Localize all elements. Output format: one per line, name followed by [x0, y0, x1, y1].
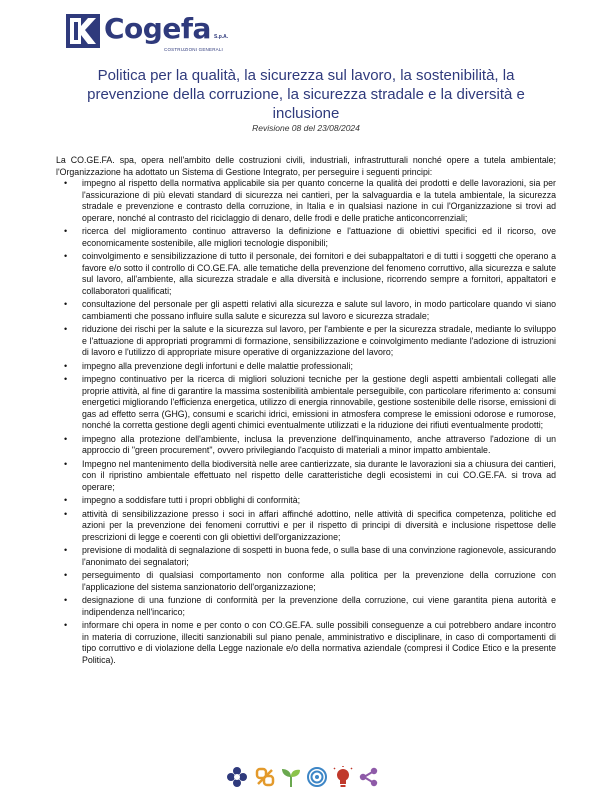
list-item-text: designazione di una funzione di conformità per la prevenzione della corruzione, cui viene garantita piena autorità e indipendenza nell'incarico; [82, 595, 556, 617]
list-item-text: impegno al rispetto della normativa applicabile sia per quanto concerne la qualità dei prodotti e delle lavorazioni, sia per l'assicurazione di più elevati standard di sicurezza nei cantieri, per la salvaguardia e la tutela ambientale, la sicurezza stradale e prevenzione e contrasto della corruzione, in Italia e in qualsiasi nazione in cui l'Organizzazione si trovi ad operare, nonché al contrasto del riciclaggio di denaro, delle frodi e delle pratiche anticoncorrenziali; [82, 178, 556, 223]
bullet-icon: • [64, 433, 68, 444]
quality-flower-icon [226, 766, 248, 788]
list-item [56, 226, 556, 249]
list-item-text: perseguimento di qualsiasi comportamento non conforme alla politica per la prevenzione della corruzione con l'applicazione del sistema sanzionatorio dell'organizzazione; [82, 570, 556, 592]
list-item [56, 459, 556, 494]
bullet-icon: • [64, 570, 68, 580]
list-item-text: informare chi opera in nome e per conto o con CO.GE.FA. sulle possibili conseguenze a cui potrebbero andare incontro in materia di corruzione, illeciti sanzionabili sul piano penale, amministrativo e disciplinare, in caso di comportamenti di tipo corruttivo e di violazione della Legge nazionale e/o della normativa aziendale (compresi il Codice Etico e la presente Politica). [82, 620, 556, 665]
list-item [56, 251, 556, 297]
list-item [56, 570, 556, 593]
policy-body [56, 155, 556, 668]
list-item [56, 595, 556, 618]
list-item [56, 299, 556, 322]
list-item [56, 324, 556, 359]
bullet-icon: • [64, 620, 68, 630]
bullet-icon: • [64, 226, 68, 236]
list-item-text: impegno a soddisfare tutti i propri obblighi di conformità; [82, 495, 301, 505]
list-item-text: riduzione dei rischi per la salute e la sicurezza sul lavoro, per l'ambiente e per la sicurezza stradale, mediante lo sviluppo e l'attuazione di appropriati programmi di formazione, sensibilizzazione e coinvolgimento mediante l'adozione di istruzioni di lavoro e l'utilizzo di appropriate misure operative di organizzazione del lavoro; [82, 324, 556, 357]
bullet-icon: • [64, 595, 68, 605]
list-item [56, 620, 556, 666]
list-item [56, 434, 556, 457]
bullet-icon: • [64, 458, 68, 469]
bullet-icon: • [64, 508, 68, 519]
link-knot-icon [254, 766, 276, 788]
bullet-icon: • [64, 299, 68, 309]
principles-list [56, 178, 556, 666]
list-item [56, 374, 556, 432]
revision-date: Revisione 08 del 23/08/2024 [252, 123, 360, 133]
list-item-text: Impegno nel mantenimento della biodiversità nelle aree cantierizzate, sia durante le lavorazioni sia a chiusura dei cantieri, con il ripristino ambientale effettuato nel rispetto delle caratteristiche degli ecosistemi in cui CO.GE.FA. si trova ad operare; [82, 458, 556, 492]
list-item [56, 361, 556, 373]
bullet-icon: • [64, 495, 68, 505]
list-item-text: previsione di modalità di segnalazione di sospetti in buona fede, o sulla base di una convinzione ragionevole, assicurando l'anonimato dei segnalatori; [82, 545, 556, 567]
list-item-text: ricerca del miglioramento continuo attraverso la definizione e l'attuazione di obiettivi specifici ed il ricorso, ove economicamente sostenibile, alle migliori tecnologie disponibili; [82, 226, 556, 248]
cogefa-logo-icon [66, 14, 100, 48]
list-item-text: impegno alla prevenzione degli infortuni e delle malattie professionali; [82, 360, 353, 371]
list-item-text: impegno continuativo per la ricerca di migliori soluzioni tecniche per la gestione degli aspetti ambientali collegati alle proprie attività, al fine di garantire la massima sostenibilità ambientale perseguibile, con particolare riferimento a: consumi energetici migliorando l'efficienza energetica, utilizzo di energia rinnovabile, gestione sostenibile delle risorse, emissioni di gas ad effetto serra (GHG), consumi e scarichi idrici, emissioni in atmosfera comprese le emissioni odorose e rumorose, nonché la corretta gestione degli agenti chimici eventualmente utilizzati e la riduzione dei rifiuti eventualmente prodotti; [82, 374, 556, 430]
list-item [56, 178, 556, 224]
list-item [56, 495, 556, 507]
bullet-icon: • [64, 251, 68, 261]
footer-icons [0, 766, 612, 792]
list-item-text: coinvolgimento e sensibilizzazione di tutto il personale, dei fornitori e dei subappaltatori e di tutti i soggetti che operano a favore e/o sotto il controllo di CO.GE.FA. alle tematiche della prevenzione del fenomeno corruttivo, alla sicurezza e salute sul lavoro, all'ambiente, alla sicurezza stradale e alla diversità e inclusione, ricorrendo sempre a fornitori, appaltatori e collaboratori qualificati; [82, 251, 556, 296]
bullet-icon: • [64, 324, 68, 334]
logo-subtitle: COSTRUZIONI GENERALI [164, 47, 224, 52]
list-item [56, 509, 556, 544]
bullet-icon: • [64, 374, 68, 384]
bullet-icon: • [64, 545, 68, 555]
lightbulb-icon [332, 766, 354, 788]
page-title: Politica per la qualità, la sicurezza sul lavoro, la sostenibilità, la prevenzione della corruzione, la sicurezza stradale e la diversità e inclusione [87, 67, 525, 122]
sprout-icon [280, 766, 302, 788]
logo-name: Cogefa [104, 12, 211, 45]
list-item-text: consultazione del personale per gli aspetti relativi alla sicurezza e salute sul lavoro, in modo particolare quando vi siano cambiamenti che possano influire sulla salute e sicurezza sul lavoro e sicurezza stradale; [82, 299, 556, 321]
logo-suffix: S.p.A. [214, 34, 229, 40]
bullet-icon: • [64, 360, 68, 371]
share-icon [358, 766, 380, 788]
intro-paragraph: La CO.GE.FA. spa, opera nell'ambito delle costruzioni civili, industriali, infrastrutturali nonché opere a tutela ambientale; l'Organizzazione ha adottato un Sistema di Gestione Integrato, per perseguire i seguenti principi: [56, 155, 556, 177]
list-item-text: attività di sensibilizzazione presso i soci in affari affinché adottino, nelle attività di specifica competenza, politiche ed azioni per la prevenzione dei fenomeni corruttivi e per il rispetto di principi di diversità e inclusione rispettose delle prescrizioni di legge e coerenti con gli obiettivi dell'organizzazione; [82, 508, 556, 542]
list-item-text: impegno alla protezione dell'ambiente, inclusa la prevenzione dell'inquinamento, anche attraverso l'adozione di un approccio di "green procurement", ovvero privilegiando l'acquisto di materiali a minor impatto ambientale. [82, 433, 556, 455]
bullet-icon: • [64, 178, 68, 188]
list-item [56, 545, 556, 568]
target-icon [306, 766, 328, 788]
header [66, 14, 246, 54]
